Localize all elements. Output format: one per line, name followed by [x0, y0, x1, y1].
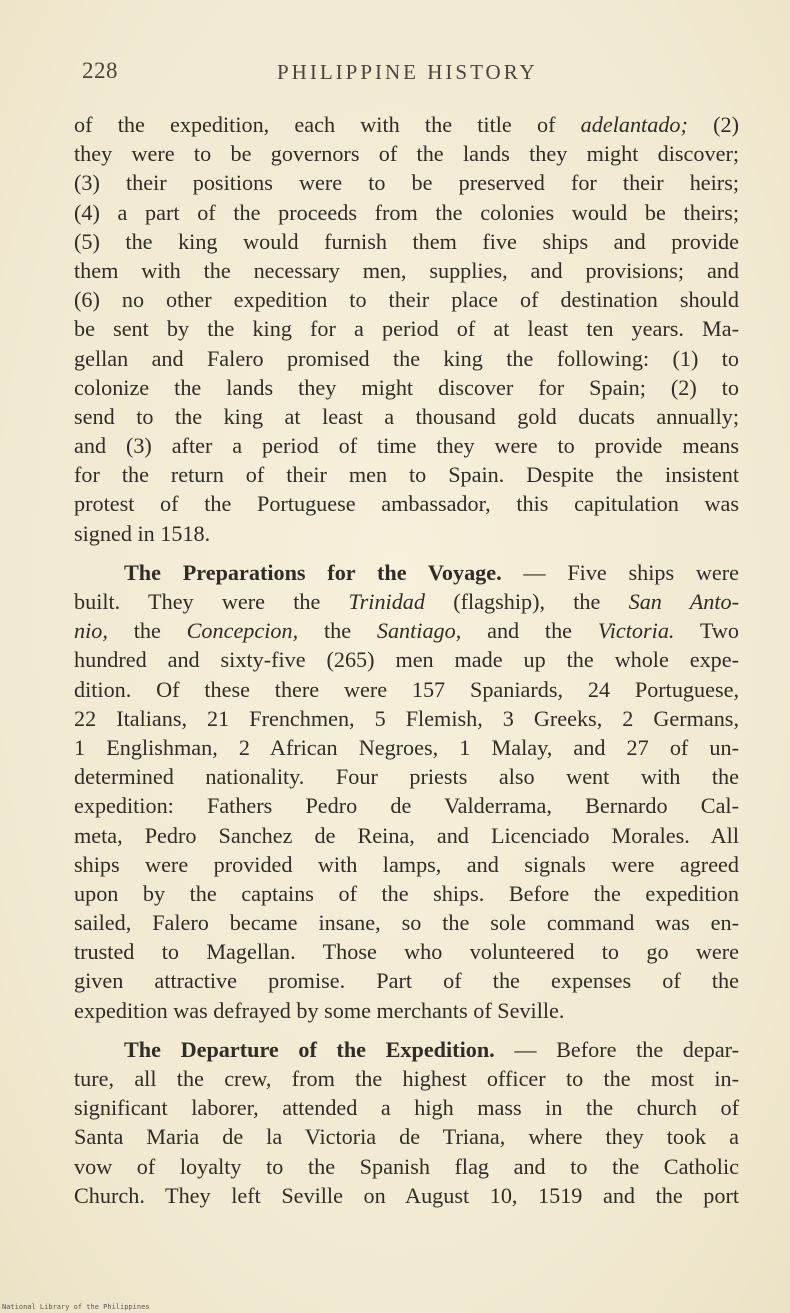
text-line: send to the king at least a thousand gold ducats annually; — [74, 403, 739, 429]
paragraph-capitulation — [74, 110, 739, 548]
ship-name: Santiago, — [376, 618, 462, 644]
page-header — [82, 58, 742, 98]
text-line: Church. They left Seville on August 10, 1519 and the port — [74, 1182, 739, 1208]
text-line: The Departure of the Expedition. — Before the depar- — [124, 1036, 740, 1062]
text-line: be sent by the king for a period of at least ten years. Ma- — [74, 316, 739, 342]
text-line: (5) the king would furnish them five ships and provide — [74, 228, 739, 254]
section-heading-preparations: The Preparations for the Voyage. — [124, 559, 502, 585]
text-line: protest of the Portuguese ambassador, this capitulation was — [74, 491, 739, 517]
text-line: Santa Maria de la Victoria de Triana, where they took a — [74, 1124, 739, 1150]
text-line: hundred and sixty-five (265) men made up the whole expe- — [74, 647, 739, 673]
text-line: significant laborer, attended a high mass in the church of — [74, 1095, 739, 1121]
text-line: ships were provided with lamps, and signals were agreed — [74, 851, 739, 877]
text-line: vow of loyalty to the Spanish flag and to the Catholic — [74, 1153, 739, 1179]
text-line: determined nationality. Four priests also went with the — [74, 764, 739, 790]
text-line: built. They were the Trinidad (flagship), the San Anto- — [74, 589, 740, 614]
text-line: sailed, Falero became insane, so the sole command was en- — [74, 910, 739, 936]
text-line: and (3) after a period of time they were to provide means — [74, 433, 739, 459]
text-line: signed in 1518. — [74, 520, 211, 546]
text-line: dition. Of these there were 157 Spaniards, 24 Portuguese, — [74, 676, 739, 702]
text-line: for the return of their men to Spain. Despite the insistent — [74, 462, 739, 488]
running-head: PHILIPPINE HISTORY — [277, 60, 538, 84]
italic-term: adelantado; — [580, 112, 688, 137]
text-line: nio, the Concepcion, the Santiago, and the Victoria. Two — [74, 618, 739, 644]
page-number: 228 — [82, 58, 118, 83]
text-line: them with the necessary men, supplies, and provisions; and — [74, 257, 739, 283]
text-line: (3) their positions were to be preserved for their heirs; — [74, 170, 739, 196]
ship-name: San Anto- — [628, 589, 740, 614]
text-line: 22 Italians, 21 Frenchmen, 5 Flemish, 3 Greeks, 2 Germans, — [74, 705, 739, 731]
section-heading-departure: The Departure of the Expedition. — [124, 1036, 495, 1062]
body-text — [74, 110, 739, 1210]
ship-name: Trinidad — [348, 589, 425, 614]
text-line: they were to be governors of the lands they might discover; — [74, 141, 739, 167]
text-line: gellan and Falero promised the king the following: (1) to — [74, 345, 739, 371]
text-line: meta, Pedro Sanchez de Reina, and Licenciado Morales. All — [74, 822, 739, 848]
text-line: colonize the lands they might discover for Spain; (2) to — [74, 374, 739, 400]
paragraph-gap — [74, 1025, 739, 1035]
ship-name: nio, — [74, 618, 108, 644]
text-line: (6) no other expedition to their place of destination should — [74, 287, 739, 313]
paragraph-preparations — [74, 558, 739, 1025]
library-watermark: National Library of the Philippines — [2, 1303, 150, 1311]
ship-name: Victoria. — [597, 618, 675, 644]
text-line: upon by the captains of the ships. Before the expedition — [74, 880, 739, 906]
text-line: expedition: Fathers Pedro de Valderrama, Bernardo Cal- — [74, 793, 739, 819]
ship-name: Concepcion, — [186, 618, 299, 644]
text-line: 1 Englishman, 2 African Negroes, 1 Malay, and 27 of un- — [74, 734, 739, 760]
text-line: expedition was defrayed by some merchants of Seville. — [74, 997, 565, 1023]
text-line: The Preparations for the Voyage. — Five ships were — [124, 559, 739, 585]
text-line: ture, all the crew, from the highest officer to the most in- — [74, 1066, 739, 1091]
paragraph-departure — [74, 1035, 739, 1210]
text-line: of the expedition, each with the title of adelantado; (2) — [74, 112, 739, 137]
text-line: (4) a part of the proceeds from the colonies would be theirs; — [74, 199, 739, 225]
text-line: given attractive promise. Part of the expenses of the — [74, 968, 739, 994]
text-line: trusted to Magellan. Those who volunteered to go were — [74, 939, 739, 965]
paragraph-gap — [74, 548, 739, 558]
